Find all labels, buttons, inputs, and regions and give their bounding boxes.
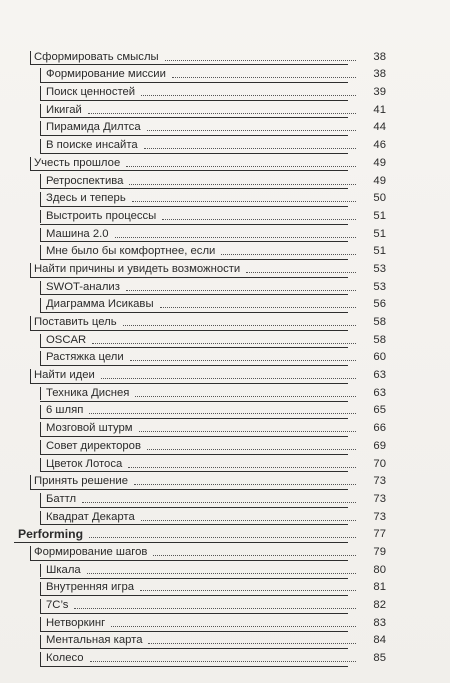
toc-entry-page-number: 39 [373,86,386,99]
row-underline [40,578,348,579]
indent-guide [40,635,41,649]
indent-guide [40,192,41,206]
row-underline [40,507,348,508]
toc-entry-title: Учесть прошлое [34,156,121,169]
indent-guide [40,139,41,153]
toc-entry-title: 6 шляп [46,404,84,417]
toc-entry-title: Здесь и теперь [46,192,126,205]
row-underline [30,330,348,331]
indent-guide [30,316,31,330]
toc-entry [0,347,450,365]
table-of-contents [0,46,450,665]
toc-entry [0,170,450,188]
dot-leader [134,484,356,485]
toc-entry [0,311,450,329]
row-underline [40,613,348,614]
toc-entry-title: Найти причины и увидеть возможности [34,262,241,275]
dot-leader [147,449,356,450]
toc-entry-page-number: 41 [373,103,386,116]
toc-entry-page-number: 46 [373,139,386,152]
indent-guide [40,351,41,365]
row-underline [40,224,348,225]
toc-entry-page-number: 53 [373,262,386,275]
toc-entry-title: Формирование шагов [34,545,148,558]
toc-entry-page-number: 80 [373,563,386,576]
toc-entry-page-number: 63 [373,369,386,382]
toc-entry [0,400,450,418]
indent-guide [40,68,41,82]
toc-entry-title: Ретроспектива [46,174,124,187]
toc-entry [0,117,450,135]
toc-entry-title: Колесо [46,652,84,665]
row-underline [40,188,348,189]
dot-leader [160,307,356,308]
dot-leader [141,520,356,521]
toc-entry [0,134,450,152]
toc-entry-title: Диаграмма Исикавы [46,298,154,311]
dot-leader [130,360,356,361]
toc-entry-title: Мне было бы комфортнее, если [46,245,216,258]
toc-entry [0,435,450,453]
toc-entry [0,152,450,170]
row-underline [40,524,348,525]
row-underline [40,595,348,596]
toc-entry-title: Ментальная карта [46,634,143,647]
toc-entry-page-number: 58 [373,333,386,346]
row-underline [40,294,348,295]
toc-entry-page-number: 49 [373,174,386,187]
indent-guide [40,245,41,259]
indent-guide [40,174,41,188]
toc-entry-page-number: 69 [373,439,386,452]
toc-entry [0,630,450,648]
toc-entry-title: Цветок Лотоса [46,457,123,470]
toc-entry [0,612,450,630]
row-underline [40,436,348,437]
toc-entry-title: Performing [18,527,84,542]
indent-guide [40,511,41,525]
toc-entry-page-number: 51 [373,245,386,258]
row-underline [40,312,348,313]
dot-leader [82,502,356,503]
dot-leader [172,77,356,78]
row-underline [40,153,348,154]
row-underline [40,648,348,649]
toc-entry-title: Принять решение [34,475,129,488]
indent-guide [40,564,41,578]
toc-entry [0,471,450,489]
toc-entry [0,329,450,347]
toc-entry [0,223,450,241]
indent-guide [40,493,41,507]
indent-guide [30,157,31,171]
toc-entry-title: Найти идеи [34,369,95,382]
indent-guide [40,582,41,596]
toc-entry-title: Мозговой штурм [46,422,133,435]
indent-guide [40,652,41,666]
dot-leader [140,590,356,591]
toc-entry-page-number: 53 [373,280,386,293]
indent-guide [40,121,41,135]
toc-entry [0,453,450,471]
dot-leader [141,95,356,96]
toc-entry [0,294,450,312]
indent-guide [40,387,41,401]
row-underline [14,542,348,543]
toc-entry [0,524,450,542]
toc-entry-page-number: 38 [373,50,386,63]
toc-entry-title: 7C’s [46,599,69,611]
indent-guide [40,104,41,118]
toc-entry-page-number: 65 [373,404,386,417]
dot-leader [129,184,356,185]
row-underline [30,383,348,384]
dot-leader [87,573,356,574]
dot-leader [144,148,356,149]
row-underline [40,631,348,632]
indent-guide [30,51,31,65]
toc-entry-title: Нетворкинг [46,616,106,629]
toc-entry [0,594,450,612]
row-underline [40,471,348,472]
indent-guide [40,458,41,472]
row-underline [30,489,348,490]
row-underline [30,170,348,171]
row-underline [40,454,348,455]
toc-entry [0,258,450,276]
toc-entry [0,205,450,223]
dot-leader [148,643,356,644]
toc-entry-page-number: 66 [373,422,386,435]
indent-guide [40,617,41,631]
toc-entry [0,647,450,665]
dot-leader [111,626,356,627]
toc-entry-title: Растяжка цели [46,351,124,364]
indent-guide [30,369,31,383]
toc-entry [0,81,450,99]
dot-leader [147,130,356,131]
toc-entry-page-number: 63 [373,386,386,399]
toc-entry [0,559,450,577]
toc-entry-page-number: 85 [373,652,386,665]
toc-entry-page-number: 73 [373,510,386,523]
toc-entry [0,488,450,506]
dot-leader [221,254,356,255]
toc-entry [0,99,450,117]
row-underline [40,365,348,366]
dot-leader [88,113,356,114]
toc-entry-page-number: 77 [373,528,386,541]
toc-entry [0,241,450,259]
toc-entry-title: Машина 2.0 [46,227,109,240]
indent-guide [40,86,41,100]
dot-leader [135,396,356,397]
indent-guide [30,475,31,489]
toc-entry-page-number: 82 [373,599,386,611]
toc-entry-title: В поиске инсайта [46,139,138,152]
toc-entry [0,276,450,294]
row-underline [40,206,348,207]
row-underline [40,100,348,101]
dot-leader [126,290,356,291]
row-underline [40,259,348,260]
row-underline [40,401,348,402]
toc-entry-title: Совет директоров [46,439,141,452]
row-underline [30,277,348,278]
toc-entry [0,417,450,435]
toc-entry [0,541,450,559]
row-underline [40,241,348,242]
dot-leader [90,661,356,662]
toc-entry-title: Формирование миссии [46,68,166,81]
dot-leader [132,201,356,202]
indent-guide [30,546,31,560]
toc-entry-title: Техника Диснея [46,386,130,399]
toc-entry-page-number: 58 [373,316,386,328]
toc-entry-title: Квадрат Декарта [46,510,135,523]
toc-entry-title: Пирамида Дилтса [46,121,141,134]
row-underline [40,117,348,118]
indent-guide [40,228,41,242]
dot-leader [89,537,356,538]
toc-entry-title: Шкала [46,563,81,576]
toc-entry-page-number: 83 [373,616,386,629]
indent-guide [40,599,41,613]
row-underline [40,135,348,136]
dot-leader [162,219,356,220]
toc-entry-page-number: 60 [373,351,386,364]
toc-entry-page-number: 44 [373,121,386,134]
row-underline [40,347,348,348]
toc-entry-title: Внутренняя игра [46,581,135,594]
toc-entry [0,506,450,524]
dot-leader [115,237,356,238]
toc-entry-title: Поиск ценностей [46,86,136,99]
row-underline [40,666,348,667]
row-underline [40,82,348,83]
toc-entry-page-number: 38 [373,68,386,81]
indent-guide [40,334,41,348]
toc-entry-page-number: 73 [373,492,386,505]
toc-entry-title: OSCAR [46,333,87,346]
dot-leader [123,325,356,326]
row-underline [30,560,348,561]
dot-leader [165,60,356,61]
toc-entry-title: Икигай [46,103,82,116]
indent-guide [40,422,41,436]
indent-guide [40,440,41,454]
indent-guide [40,281,41,295]
toc-entry-page-number: 81 [373,581,386,594]
dot-leader [89,413,356,414]
toc-entry-page-number: 84 [373,634,386,647]
indent-guide [40,405,41,419]
toc-entry [0,577,450,595]
indent-guide [40,298,41,312]
toc-entry-title: Сформировать смыслы [34,50,159,63]
dot-leader [128,467,356,468]
dot-leader [153,555,356,556]
toc-entry-page-number: 49 [373,156,386,169]
toc-entry [0,188,450,206]
dot-leader [101,378,356,379]
toc-entry-title: Выстроить процессы [46,209,157,222]
toc-entry [0,382,450,400]
toc-entry-page-number: 51 [373,209,386,222]
indent-guide [40,210,41,224]
row-underline [40,418,348,419]
toc-entry-title: SWOT-анализ [46,280,120,293]
toc-entry-title: Поставить цель [34,316,117,328]
dot-leader [139,431,356,432]
toc-entry-page-number: 70 [373,457,386,470]
toc-entry-page-number: 50 [373,192,386,205]
dot-leader [246,272,356,273]
indent-guide [30,263,31,277]
toc-entry-page-number: 51 [373,227,386,240]
toc-entry-page-number: 79 [373,545,386,558]
toc-entry [0,64,450,82]
dot-leader [74,608,356,609]
toc-entry-page-number: 73 [373,475,386,488]
dot-leader [126,166,356,167]
toc-entry [0,364,450,382]
row-underline [30,64,348,65]
toc-entry-page-number: 56 [373,298,386,311]
dot-leader [92,343,356,344]
toc-entry-title: Баттл [46,492,77,505]
toc-entry [0,46,450,64]
